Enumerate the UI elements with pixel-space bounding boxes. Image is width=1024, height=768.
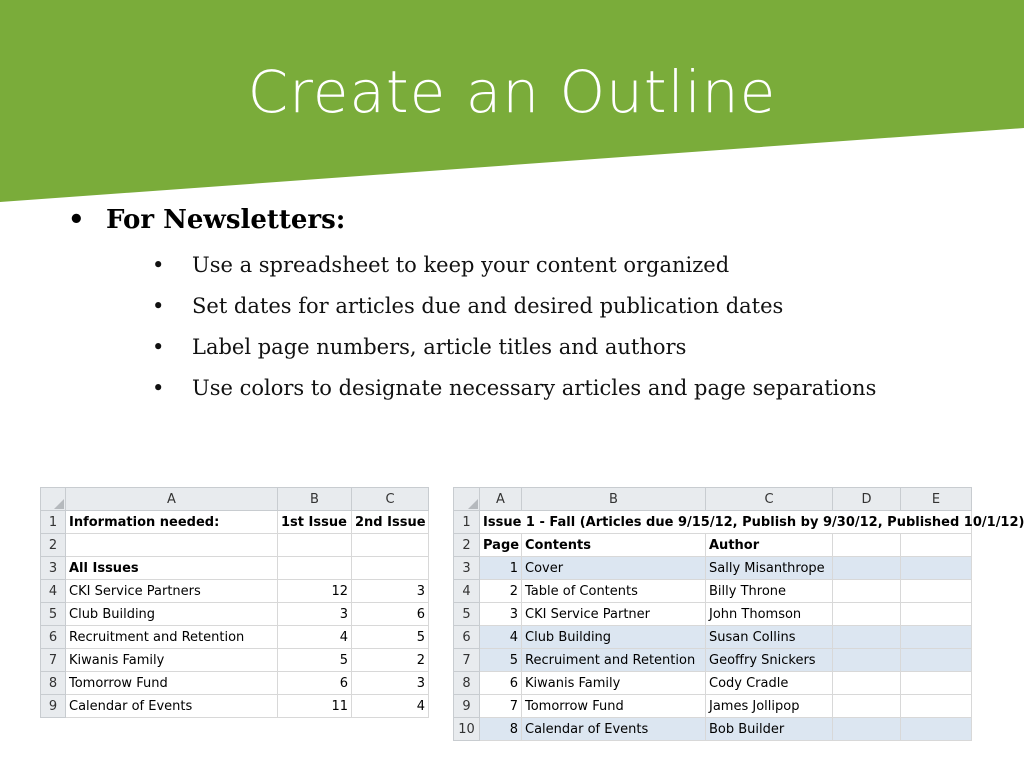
row-header[interactable]: 2 — [41, 534, 66, 557]
cell[interactable]: James Jollipop — [706, 695, 833, 718]
sub-bullet-text: Use colors to designate necessary articles and page separations — [192, 376, 877, 400]
cell[interactable]: 4 — [352, 695, 429, 718]
cell[interactable] — [352, 557, 429, 580]
cell[interactable] — [901, 534, 972, 557]
cell[interactable]: Club Building — [66, 603, 278, 626]
table-row — [454, 718, 972, 741]
cell[interactable]: Kiwanis Family — [66, 649, 278, 672]
spreadsheet-summary — [40, 487, 429, 718]
cell[interactable]: 6 — [480, 672, 522, 695]
table-row — [454, 672, 972, 695]
row-header[interactable]: 7 — [454, 649, 480, 672]
row-header[interactable]: 5 — [41, 603, 66, 626]
row-header[interactable]: 7 — [41, 649, 66, 672]
column-header[interactable]: E — [901, 488, 972, 511]
cell[interactable]: 2 — [480, 580, 522, 603]
select-all-corner[interactable] — [454, 488, 480, 511]
cell[interactable] — [278, 557, 352, 580]
bullet-dot: • — [152, 253, 165, 277]
cell[interactable] — [901, 603, 972, 626]
cell[interactable]: Table of Contents — [522, 580, 706, 603]
table-row — [454, 580, 972, 603]
row-header[interactable]: 1 — [41, 511, 66, 534]
cell[interactable] — [833, 534, 901, 557]
cell[interactable]: Tomorrow Fund — [522, 695, 706, 718]
cell[interactable] — [833, 603, 901, 626]
table-row — [41, 534, 429, 557]
table-row — [454, 511, 972, 534]
cell[interactable]: CKI Service Partners — [66, 580, 278, 603]
spreadsheet-issue-plan — [453, 487, 1024, 741]
cell[interactable] — [901, 557, 972, 580]
cell[interactable]: Recruiment and Retention — [522, 649, 706, 672]
cell[interactable] — [901, 718, 972, 741]
sub-bullet-text: Use a spreadsheet to keep your content organized — [192, 253, 730, 277]
table-row — [41, 695, 429, 718]
column-header[interactable]: A — [66, 488, 278, 511]
cell[interactable]: 8 — [480, 718, 522, 741]
row-header[interactable]: 6 — [41, 626, 66, 649]
cell[interactable] — [833, 557, 901, 580]
sub-bullet — [152, 335, 686, 359]
sub-bullet — [152, 376, 876, 400]
cell[interactable] — [833, 626, 901, 649]
cell[interactable] — [901, 649, 972, 672]
table-row — [41, 626, 429, 649]
row-header[interactable]: 1 — [454, 511, 480, 534]
cell[interactable]: 3 — [278, 603, 352, 626]
cell[interactable]: 3 — [480, 603, 522, 626]
column-header[interactable]: B — [278, 488, 352, 511]
cell[interactable]: Cover — [522, 557, 706, 580]
cell[interactable]: 2 — [352, 649, 429, 672]
cell[interactable]: Club Building — [522, 626, 706, 649]
table-row — [454, 557, 972, 580]
table-row — [41, 511, 429, 534]
row-header[interactable]: 10 — [454, 718, 480, 741]
table-row — [41, 557, 429, 580]
table-row — [454, 626, 972, 649]
row-header[interactable]: 9 — [454, 695, 480, 718]
row-header[interactable]: 3 — [41, 557, 66, 580]
column-header-row — [454, 488, 972, 511]
cell[interactable] — [901, 672, 972, 695]
cell[interactable]: Bob Builder — [706, 718, 833, 741]
cell[interactable] — [833, 672, 901, 695]
cell[interactable]: 12 — [278, 580, 352, 603]
slide-title: Create an Outline — [247, 58, 777, 126]
column-header[interactable]: C — [352, 488, 429, 511]
issue-header-cell[interactable]: Issue 1 - Fall (Articles due 9/15/12, Publish by 9/30/12, Published 10/1/12) — [480, 511, 972, 534]
cell[interactable]: 3 — [352, 672, 429, 695]
cell[interactable]: 1 — [480, 557, 522, 580]
row-header[interactable]: 4 — [454, 580, 480, 603]
cell[interactable]: 7 — [480, 695, 522, 718]
cell[interactable] — [833, 718, 901, 741]
cell[interactable]: All Issues — [66, 557, 278, 580]
bullet-dot: • — [152, 294, 165, 318]
row-header[interactable]: 6 — [454, 626, 480, 649]
cell[interactable]: Billy Throne — [706, 580, 833, 603]
cell[interactable]: Sally Misanthrope — [706, 557, 833, 580]
cell[interactable]: Calendar of Events — [522, 718, 706, 741]
cell[interactable]: Information needed: — [66, 511, 278, 534]
row-header[interactable]: 8 — [454, 672, 480, 695]
table-row — [454, 649, 972, 672]
select-all-corner[interactable] — [41, 488, 66, 511]
cell[interactable]: 11 — [278, 695, 352, 718]
cell[interactable]: 1st Issue — [278, 511, 352, 534]
cell[interactable]: CKI Service Partner — [522, 603, 706, 626]
cell[interactable]: 4 — [278, 626, 352, 649]
bullet-dot: • — [68, 205, 85, 235]
main-bullet — [68, 205, 345, 235]
cell[interactable] — [278, 534, 352, 557]
cell[interactable] — [833, 580, 901, 603]
column-header[interactable]: A — [480, 488, 522, 511]
row-header[interactable]: 4 — [41, 580, 66, 603]
column-header[interactable]: B — [522, 488, 706, 511]
row-header[interactable]: 3 — [454, 557, 480, 580]
table-row — [41, 603, 429, 626]
cell[interactable] — [833, 649, 901, 672]
sub-bullet — [152, 253, 729, 277]
cell[interactable] — [901, 695, 972, 718]
sub-bullet — [152, 294, 783, 318]
bullet-dot: • — [152, 335, 165, 359]
table-row — [454, 695, 972, 718]
cell[interactable]: 5 — [480, 649, 522, 672]
table-row — [454, 603, 972, 626]
row-header[interactable]: 5 — [454, 603, 480, 626]
cell[interactable]: 2nd Issue — [352, 511, 429, 534]
cell[interactable]: 5 — [352, 626, 429, 649]
column-header[interactable]: D — [833, 488, 901, 511]
cell[interactable] — [901, 626, 972, 649]
sub-bullet-text: Label page numbers, article titles and authors — [192, 335, 687, 359]
table-row — [41, 580, 429, 603]
row-header[interactable]: 2 — [454, 534, 480, 557]
table-row — [454, 534, 972, 557]
cell[interactable]: 6 — [352, 603, 429, 626]
cell[interactable]: 4 — [480, 626, 522, 649]
cell[interactable]: 3 — [352, 580, 429, 603]
cell[interactable]: John Thomson — [706, 603, 833, 626]
cell[interactable] — [66, 534, 278, 557]
sheet2-body — [454, 557, 972, 741]
cell[interactable]: Kiwanis Family — [522, 672, 706, 695]
cell[interactable]: Page — [480, 534, 522, 557]
cell[interactable]: Calendar of Events — [66, 695, 278, 718]
cell[interactable]: Susan Collins — [706, 626, 833, 649]
cell[interactable]: Author — [706, 534, 833, 557]
column-header-row — [41, 488, 429, 511]
cell[interactable]: 6 — [278, 672, 352, 695]
cell[interactable]: Geoffry Snickers — [706, 649, 833, 672]
table-row — [41, 672, 429, 695]
cell[interactable] — [901, 580, 972, 603]
cell[interactable] — [833, 695, 901, 718]
cell[interactable]: Cody Cradle — [706, 672, 833, 695]
bullet-dot: • — [152, 376, 165, 400]
row-header[interactable]: 8 — [41, 672, 66, 695]
column-header[interactable]: C — [706, 488, 833, 511]
sub-bullet-text: Set dates for articles due and desired publication dates — [192, 294, 784, 318]
cell[interactable] — [352, 534, 429, 557]
row-header[interactable]: 9 — [41, 695, 66, 718]
table-row — [41, 649, 429, 672]
cell[interactable]: 5 — [278, 649, 352, 672]
cell[interactable]: Recruitment and Retention — [66, 626, 278, 649]
main-bullet-text: For Newsletters: — [106, 205, 346, 235]
cell[interactable]: Contents — [522, 534, 706, 557]
cell[interactable]: Tomorrow Fund — [66, 672, 278, 695]
